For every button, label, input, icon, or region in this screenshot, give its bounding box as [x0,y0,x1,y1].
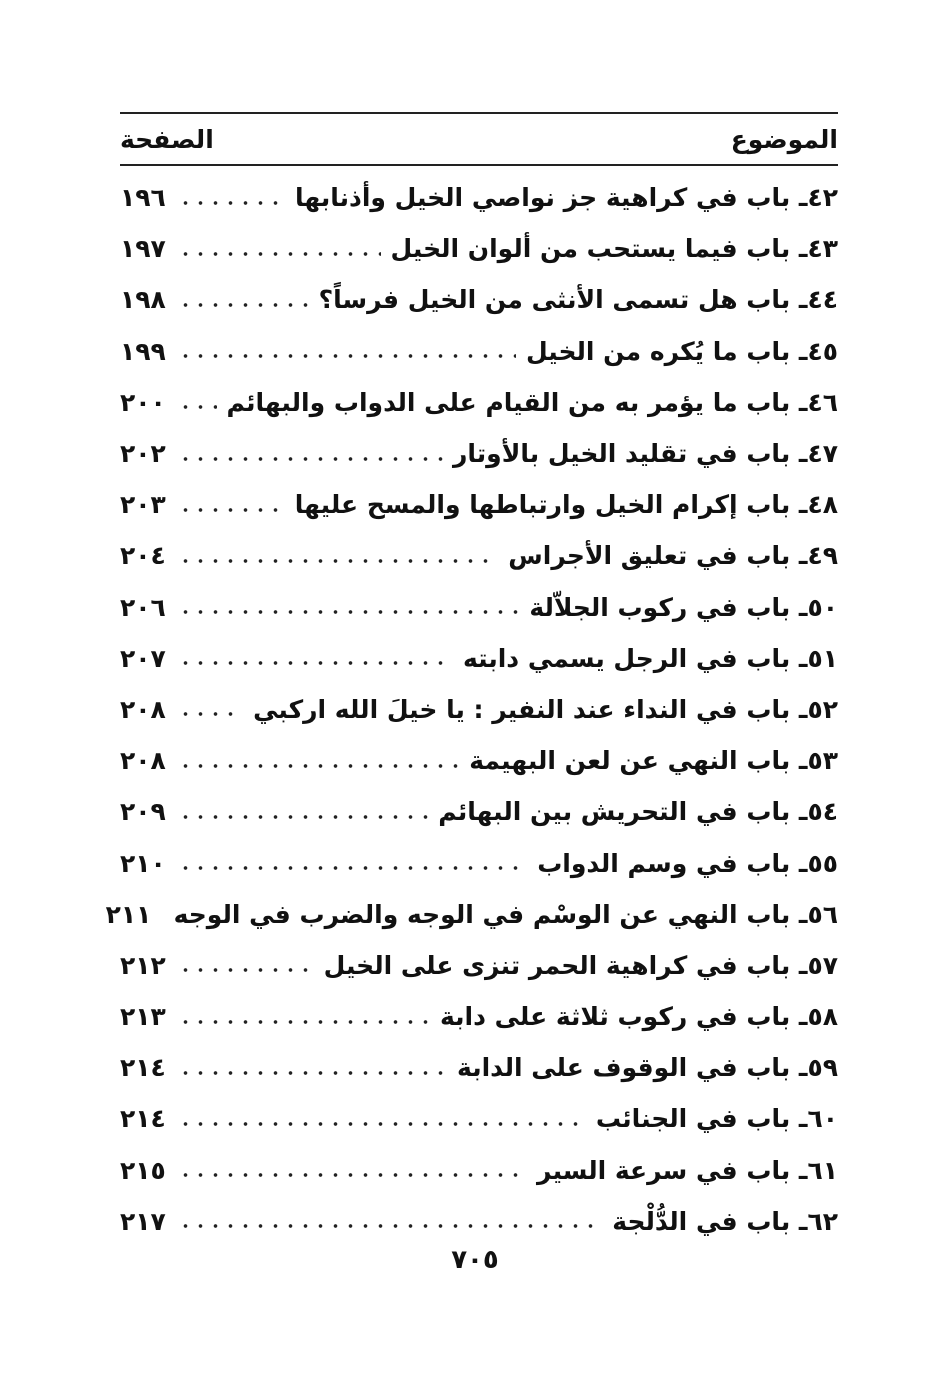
toc-entry-title: ٤٣ـ باب فيما يستحب من ألوان الخيل [390,234,838,264]
toc-entry-title: ٤٨ـ باب إكرام الخيل وارتباطها والمسح عليها [294,490,838,520]
toc-entry-title: ٦١ـ باب في سرعة السير [537,1155,838,1185]
toc-entry-page: ٢٠٤ [120,541,166,571]
topic-column-label: الموضوع [730,124,838,154]
dot-leader [178,967,314,973]
toc-entry [120,530,838,581]
dot-leader [178,1019,430,1025]
toc-entry-page: ٢٠٠ [120,387,166,417]
toc-entry [120,172,838,223]
toc-entry [120,479,838,530]
toc-entry-page: ١٩٦ [120,183,166,213]
toc-entry-page: ٢١٤ [120,1104,166,1134]
dot-leader [178,814,428,820]
toc-entry [120,1196,838,1247]
dot-leader [178,1172,527,1178]
dot-leader [178,507,285,513]
toc-entry-page: ٢١١ [105,899,152,929]
toc-entry [120,735,838,786]
toc-entry [120,428,838,479]
toc-entry [120,377,838,428]
dot-leader [178,1223,602,1229]
dot-leader [178,660,453,666]
toc-entry-page: ٢٠٧ [120,643,166,673]
toc-entry-title: ٥٩ـ باب في الوقوف على الدابة [457,1053,838,1083]
dot-leader [178,456,443,462]
toc-entry-title: ٥٤ـ باب في التحريش بين البهائم [438,797,838,827]
toc-entry [120,326,838,377]
table-of-contents [105,172,838,1247]
dot-leader [178,763,459,769]
toc-entry-title: ٤٥ـ باب ما يُكره من الخيل [525,336,838,366]
toc-entry-page: ٢٠٨ [120,694,166,724]
toc-entry [120,837,838,888]
toc-entry-page: ٢٠٩ [120,797,166,827]
toc-entry [120,684,838,735]
toc-entry-page: ٢٠٦ [120,592,166,622]
toc-entry [120,633,838,684]
toc-entry-page: ٢١٥ [120,1155,166,1185]
toc-entry-title: ٤٦ـ باب ما يؤمر به من القيام على الدواب والبهائم [226,387,838,417]
toc-header [120,112,838,166]
toc-entry-title: ٦٢ـ باب في الدُّلْجة [612,1206,838,1236]
toc-entry [120,582,838,633]
toc-entry-page: ١٩٨ [120,285,166,315]
toc-entry-title: ٥١ـ باب في الرجل يسمي دابته [462,643,838,673]
toc-entry [120,274,838,325]
dot-leader [178,200,285,206]
dot-leader [178,353,516,359]
toc-entry-title: ٥٠ـ باب في ركوب الجلاّلة [529,592,838,622]
dot-leader [178,404,217,410]
dot-leader [178,558,498,564]
dot-leader [178,865,527,871]
toc-entry-page: ٢٠٣ [120,490,166,520]
toc-entry [105,889,838,940]
toc-entry [120,991,838,1042]
toc-entry-page: ١٩٩ [120,336,166,366]
dot-leader [178,1070,447,1076]
toc-entry [120,786,838,837]
dot-leader [178,302,309,308]
toc-entry-title: ٥٨ـ باب في ركوب ثلاثة على دابة [439,1002,838,1032]
toc-entry-page: ٢١٣ [120,1002,166,1032]
toc-entry-title: ٥٧ـ باب في كراهية الحمر تنزى على الخيل [323,950,838,980]
toc-entry-title: ٥٦ـ باب النهي عن الوسْم في الوجه والضرب في الوجه [173,899,838,929]
toc-entry-title: ٤٢ـ باب في كراهية جز نواصي الخيل وأذنابها [294,183,838,213]
toc-entry-title: ٥٥ـ باب في وسم الدواب [537,848,838,878]
toc-entry-page: ٢١٧ [120,1206,166,1236]
page-number: ٧٠٥ [451,1245,499,1275]
toc-entry-page: ٢١٤ [120,1053,166,1083]
dot-leader [178,251,381,257]
toc-entry-page: ٢٠٨ [120,746,166,776]
toc-entry [120,940,838,991]
toc-entry [120,1145,838,1196]
toc-entry-title: ٤٧ـ باب في تقليد الخيل بالأوتار [453,439,838,469]
toc-entry-page: ٢٠٢ [120,439,166,469]
toc-entry [120,1093,838,1144]
dot-leader [178,711,243,717]
toc-entry-title: ٤٤ـ باب هل تسمى الأنثى من الخيل فرساً؟ [318,285,838,315]
toc-entry-title: ٦٠ـ باب في الجنائب [595,1104,838,1134]
toc-entry-title: ٥٢ـ باب في النداء عند النفير : يا خيلَ الله اركبي [253,694,838,724]
toc-entry-page: ٢١٠ [120,848,166,878]
toc-entry-page: ١٩٧ [120,234,166,264]
toc-entry-title: ٥٣ـ باب النهي عن لعن البهيمة [469,746,838,776]
page-column-label: الصفحة [120,124,214,154]
toc-entry [120,223,838,274]
toc-entry [120,1042,838,1093]
dot-leader [178,609,519,615]
toc-entry-page: ٢١٢ [120,950,166,980]
dot-leader [178,1121,586,1127]
toc-entry-title: ٤٩ـ باب في تعليق الأجراس [508,541,838,571]
